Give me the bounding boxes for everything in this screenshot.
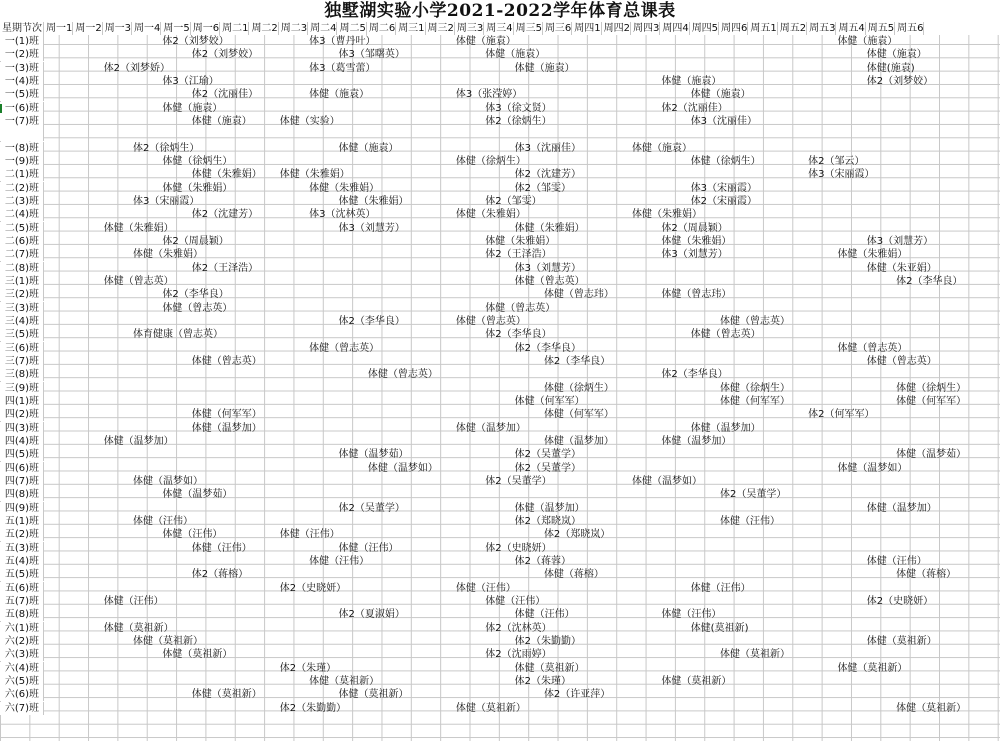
row-label[interactable]: 四(6)班 xyxy=(0,462,44,475)
schedule-cell[interactable]: 体健（温梦加） xyxy=(103,435,174,447)
schedule-cell[interactable]: 体健（曾志玮） xyxy=(543,289,614,301)
schedule-cell[interactable]: 体健（莫祖新） xyxy=(514,662,585,674)
row-label[interactable]: 一(1)班 xyxy=(0,35,44,48)
row-label[interactable]: 二(1)班 xyxy=(0,168,44,181)
schedule-cell[interactable]: 体2（吴董学） xyxy=(514,462,581,474)
row-label[interactable]: 五(7)班 xyxy=(0,595,44,608)
row-label[interactable]: 四(4)班 xyxy=(0,435,44,448)
row-label[interactable]: 四(7)班 xyxy=(0,475,44,488)
schedule-cell[interactable]: 体健（汪伟） xyxy=(514,609,575,621)
schedule-cell[interactable]: 体2（沈丽佳） xyxy=(191,89,259,101)
schedule-cell[interactable]: 体健（汪伟） xyxy=(661,609,722,621)
column-header[interactable]: 周五2 xyxy=(779,23,807,34)
schedule-cell[interactable]: 体健（施袁） xyxy=(632,142,692,154)
schedule-cell[interactable]: 体健（曾志英） xyxy=(367,369,438,381)
schedule-cell[interactable]: 体育健康（曾志英） xyxy=(133,329,224,341)
row-label[interactable]: 一(5)班 xyxy=(0,88,44,101)
row-label[interactable]: 六(6)班 xyxy=(0,688,44,701)
schedule-cell[interactable]: 体2（李华良） xyxy=(485,329,552,341)
row-label[interactable]: 三(7)班 xyxy=(0,355,44,368)
row-label[interactable]: 二(3)班 xyxy=(0,195,44,208)
row-label[interactable]: 二(6)班 xyxy=(0,235,44,248)
schedule-cell[interactable]: 体健（何军军） xyxy=(543,409,614,421)
schedule-cell[interactable]: 体健（朱亚娟） xyxy=(866,262,937,274)
column-header[interactable]: 周二2 xyxy=(251,23,278,34)
schedule-cell[interactable]: 体健（蒋榕） xyxy=(543,569,604,581)
selected-row-marker xyxy=(0,104,2,113)
schedule-cell[interactable]: 体3（曹丹叶） xyxy=(309,36,376,47)
schedule-cell[interactable]: 体健（曾志英） xyxy=(191,355,262,367)
schedule-cell[interactable]: 体健（温梦茹） xyxy=(896,449,967,461)
schedule-cell[interactable]: 体健（莫祖新） xyxy=(309,675,380,687)
schedule-cell[interactable]: 体3（刘慧芳） xyxy=(661,249,728,261)
schedule-cell[interactable]: 体2（沈建芳） xyxy=(191,209,259,221)
schedule-cell[interactable]: 体健（朱雅娟） xyxy=(514,222,585,234)
schedule-cell[interactable]: 体健（汪伟） xyxy=(690,582,751,594)
schedule-cell[interactable]: 体2（夏淑娟） xyxy=(338,609,405,621)
column-header[interactable]: 周一5 xyxy=(163,23,190,34)
schedule-cell[interactable]: 体2（李华良） xyxy=(661,369,728,381)
schedule-cell[interactable]: 体健（莫祖新） xyxy=(103,622,174,634)
schedule-cell[interactable]: 体健（汪伟） xyxy=(191,542,252,554)
schedule-cell[interactable]: 体健（曾志玮） xyxy=(661,289,732,301)
schedule-cell[interactable]: 体健（汪伟） xyxy=(866,555,927,567)
schedule-cell[interactable]: 体2（郑晓岚） xyxy=(543,529,611,541)
schedule-cell[interactable]: 体健（施袁） xyxy=(191,115,252,127)
schedule-cell[interactable]: 体健（徐炳生） xyxy=(543,382,614,394)
schedule-cell[interactable]: 体2（刘梦姣） xyxy=(191,49,259,61)
sheet-title: 独墅湖实验小学2021-2022学年体育总课表 xyxy=(0,0,1000,22)
schedule-cell[interactable]: 体健（徐炳生） xyxy=(896,382,967,394)
schedule-cell[interactable]: 体2（何军军） xyxy=(808,409,875,421)
column-header[interactable]: 周四4 xyxy=(662,23,689,34)
schedule-cell[interactable]: 体健（莫祖新） xyxy=(866,635,937,647)
schedule-cell[interactable]: 体健（朱雅娟） xyxy=(455,209,526,221)
schedule-cell[interactable]: 体2（蒋榕） xyxy=(191,569,249,581)
row-label[interactable]: 六(4)班 xyxy=(0,662,44,675)
schedule-cell[interactable]: 体2（周晨颖） xyxy=(661,222,728,234)
schedule-cell[interactable]: 体健（施袁） xyxy=(455,36,516,47)
column-header[interactable]: 周三2 xyxy=(427,23,454,34)
schedule-cell[interactable]: 体2（李华良） xyxy=(338,315,405,327)
schedule-cell[interactable]: 体2（刘梦姣） xyxy=(162,36,229,47)
row-label[interactable]: 六(1)班 xyxy=(0,622,44,635)
row-label[interactable]: 一(9)班 xyxy=(0,155,44,168)
schedule-cell[interactable]: 体健（温梦加） xyxy=(543,435,614,447)
row-label[interactable]: 三(9)班 xyxy=(0,382,44,395)
schedule-cell[interactable]: 体健（温梦加） xyxy=(455,422,526,434)
schedule-cell[interactable]: 体2（朱瑾） xyxy=(279,662,337,674)
schedule-cell[interactable]: 体2（沈雨婷） xyxy=(485,649,552,661)
schedule-cell[interactable]: 体健（温梦加） xyxy=(191,422,262,434)
schedule-cell[interactable]: 体3（葛雪蕾） xyxy=(309,62,376,74)
schedule-cell[interactable]: 体健（施袁） xyxy=(690,89,751,101)
column-header[interactable]: 周二4 xyxy=(310,23,337,34)
row-label[interactable]: 五(1)班 xyxy=(0,515,44,528)
schedule-cell[interactable]: 体健（朱雅娟） xyxy=(191,169,262,181)
schedule-cell[interactable]: 体2（沈建芳） xyxy=(514,169,581,181)
schedule-cell[interactable]: 体健（朱雅娟） xyxy=(837,249,908,261)
column-header[interactable]: 周四1 xyxy=(574,23,601,34)
schedule-cell[interactable]: 体健（温梦茹） xyxy=(162,489,233,501)
schedule-cell[interactable]: 体2（沈林英） xyxy=(485,622,552,634)
schedule-cell[interactable]: 体健（曾志英） xyxy=(485,302,556,314)
schedule-cell[interactable]: 体2（吴董学） xyxy=(514,449,581,461)
schedule-cell[interactable]: 体2（王泽浩） xyxy=(191,262,259,274)
schedule-cell[interactable]: 体健（施袁） xyxy=(162,102,223,114)
schedule-cell[interactable]: 体健（施袁） xyxy=(485,49,546,61)
schedule-cell[interactable]: 体3（刘慧芳） xyxy=(514,262,581,274)
column-header[interactable]: 周三5 xyxy=(515,23,542,34)
schedule-cell[interactable]: 体3（宋丽霞） xyxy=(808,169,875,181)
schedule-cell[interactable]: 体健（何军军） xyxy=(191,409,262,421)
row-label[interactable]: 五(6)班 xyxy=(0,582,44,595)
row-label[interactable]: 三(6)班 xyxy=(0,342,44,355)
row-label[interactable]: 三(1)班 xyxy=(0,275,44,288)
column-header[interactable]: 周三6 xyxy=(544,23,572,34)
schedule-cell[interactable]: 体2（徐炳生） xyxy=(485,115,552,127)
schedule-cell[interactable]: 体健（曾志英） xyxy=(690,329,761,341)
row-label[interactable]: 三(8)班 xyxy=(0,368,44,381)
schedule-cell[interactable]: 体2（沈丽佳） xyxy=(661,102,728,114)
schedule-cell[interactable]: 体健（曾志英） xyxy=(837,342,908,354)
schedule-cell[interactable]: 体健(莫祖新) xyxy=(690,622,749,634)
schedule-cell[interactable]: 体3（宋丽霞） xyxy=(690,182,758,194)
row-label[interactable]: 四(1)班 xyxy=(0,395,44,408)
schedule-cell[interactable]: 体健（施袁） xyxy=(338,142,399,154)
column-header[interactable]: 周三1 xyxy=(398,23,425,34)
row-label[interactable]: 一(3)班 xyxy=(0,62,44,75)
schedule-cell[interactable]: 体健（曾志英） xyxy=(309,342,380,354)
schedule-cell[interactable]: 体健（汪伟） xyxy=(279,529,340,541)
schedule-cell[interactable]: 体健（蒋榕） xyxy=(896,569,957,581)
row-label[interactable]: 一(6)班 xyxy=(0,102,44,115)
column-header[interactable]: 周三4 xyxy=(486,23,513,34)
schedule-cell[interactable]: 体健（何军军） xyxy=(514,395,585,407)
schedule-cell[interactable]: 体2（史晓妍） xyxy=(866,595,934,607)
schedule-cell[interactable]: 体健（徐炳生） xyxy=(690,155,761,167)
schedule-cell[interactable]: 体健（莫祖新） xyxy=(720,649,791,661)
schedule-cell[interactable]: 体健（施袁） xyxy=(866,49,927,61)
row-label[interactable]: 四(8)班 xyxy=(0,488,44,501)
schedule-cell[interactable]: 体健（朱雅娟） xyxy=(485,235,556,247)
schedule-cell[interactable]: 体健（朱雅娟） xyxy=(309,182,380,194)
row-label[interactable]: 五(2)班 xyxy=(0,528,44,541)
schedule-cell[interactable]: 体3（刘慧芳） xyxy=(866,235,934,247)
schedule-cell[interactable]: 体3（刘慧芳） xyxy=(338,222,405,234)
schedule-cell[interactable]: 体2（李华良） xyxy=(162,289,229,301)
column-header[interactable]: 周五3 xyxy=(809,23,836,34)
schedule-cell[interactable]: 体健（曾志英） xyxy=(720,315,791,327)
column-header[interactable]: 周五4 xyxy=(838,23,865,34)
schedule-cell[interactable]: 体2（吴董学） xyxy=(720,489,787,501)
row-label[interactable]: 一(8)班 xyxy=(0,142,44,155)
schedule-cell[interactable]: 体健（何军军） xyxy=(896,395,967,407)
schedule-cell[interactable]: 体健（曾志英） xyxy=(455,315,526,327)
schedule-cell[interactable]: 体健（何军军） xyxy=(720,395,791,407)
schedule-cell[interactable]: 体健（温梦加） xyxy=(661,435,732,447)
column-header[interactable]: 周一2 xyxy=(75,23,102,34)
column-header[interactable]: 周一3 xyxy=(104,23,132,34)
column-header[interactable]: 周五5 xyxy=(867,23,895,34)
row-label[interactable]: 二(2)班 xyxy=(0,182,44,195)
schedule-cell[interactable]: 体3（沈丽佳） xyxy=(690,115,758,127)
column-header-row xyxy=(0,22,1000,35)
schedule-cell[interactable]: 体健（曾志英） xyxy=(103,275,174,287)
schedule-cell[interactable]: 体健（温梦如） xyxy=(632,475,702,487)
schedule-cell[interactable]: 体3（沈林英） xyxy=(309,209,376,221)
schedule-cell[interactable]: 体健（汪伟） xyxy=(103,595,164,607)
schedule-cell[interactable]: 体健（莫祖新） xyxy=(191,689,262,701)
schedule-cell[interactable]: 体健（温梦如） xyxy=(837,462,908,474)
schedule-cell[interactable]: 体健（莫祖新） xyxy=(162,649,233,661)
column-header[interactable]: 周二1 xyxy=(222,23,249,34)
row-label[interactable]: 二(4)班 xyxy=(0,208,44,221)
schedule-cell[interactable]: 体2（李华良） xyxy=(514,342,581,354)
row-label[interactable]: 二(8)班 xyxy=(0,262,44,275)
schedule-cell[interactable]: 体健（曾志英） xyxy=(514,275,585,287)
schedule-cell[interactable]: 体2（吴董学） xyxy=(338,502,405,514)
schedule-cell[interactable]: 体健（莫祖新） xyxy=(837,662,908,674)
schedule-cell[interactable]: 体健（温梦加） xyxy=(514,502,585,514)
row-label[interactable]: 四(5)班 xyxy=(0,448,44,461)
schedule-cell[interactable]: 体2（郑晓岚） xyxy=(514,515,581,527)
schedule-cell[interactable]: 体健（施袁） xyxy=(514,62,575,74)
schedule-cell[interactable]: 体健（徐炳生） xyxy=(455,155,526,167)
column-header[interactable]: 周四2 xyxy=(603,23,631,34)
schedule-cell[interactable]: 体健（温梦如） xyxy=(367,462,438,474)
schedule-cell[interactable]: 体健（莫祖新） xyxy=(896,702,967,714)
schedule-cell[interactable]: 体2（刘梦姣） xyxy=(866,75,934,87)
schedule-cell[interactable]: 体健（汪伟） xyxy=(309,555,370,567)
column-header[interactable]: 周三3 xyxy=(456,23,484,34)
row-label[interactable]: 三(4)班 xyxy=(0,315,44,328)
schedule-cell[interactable]: 体健（朱雅娟） xyxy=(162,182,233,194)
schedule-cell[interactable]: 体2（周晨颖） xyxy=(162,235,229,247)
schedule-cell[interactable]: 体2（蒋蓉） xyxy=(514,555,571,567)
schedule-cell[interactable]: 体2（许亚萍） xyxy=(543,689,611,701)
column-header[interactable]: 周二6 xyxy=(368,23,396,34)
row-label[interactable]: 五(4)班 xyxy=(0,555,44,568)
schedule-cell[interactable]: 体2（宋丽霞） xyxy=(690,195,758,207)
schedule-cell[interactable]: 体2（李华良） xyxy=(543,355,611,367)
row-label[interactable]: 三(3)班 xyxy=(0,302,44,315)
schedule-cell[interactable]: 体2（王泽浩） xyxy=(485,249,552,261)
row-label[interactable]: 一(4)班 xyxy=(0,75,44,88)
schedule-cell[interactable]: 体健（曾志英） xyxy=(162,302,233,314)
schedule-cell[interactable]: 体健（温梦茹） xyxy=(338,449,409,461)
schedule-cell[interactable]: 体健（施袁） xyxy=(309,89,370,101)
schedule-cell[interactable]: 体3（宋丽霞） xyxy=(133,195,200,207)
schedule-cell[interactable]: 体健（朱雅娟） xyxy=(103,222,174,234)
row-label[interactable] xyxy=(0,128,44,141)
column-header[interactable]: 周一1 xyxy=(46,23,73,34)
schedule-cell[interactable]: 体健（汪伟） xyxy=(162,529,223,541)
row-label[interactable]: 五(3)班 xyxy=(0,542,44,555)
row-label[interactable]: 三(5)班 xyxy=(0,328,44,341)
schedule-cell[interactable]: 体健（曾志英） xyxy=(866,355,937,367)
schedule-cell[interactable]: 体健（朱雅娟） xyxy=(661,235,732,247)
column-header[interactable]: 周二3 xyxy=(280,23,308,34)
schedule-cell[interactable]: 体健（汪伟） xyxy=(338,542,399,554)
row-label[interactable]: 一(2)班 xyxy=(0,48,44,61)
schedule-cell[interactable]: 体健(施袁) xyxy=(866,62,915,74)
row-label[interactable]: 五(5)班 xyxy=(0,568,44,581)
schedule-cell[interactable]: 体健（莫祖新） xyxy=(338,689,409,701)
schedule-cell[interactable]: 体健（徐炳生） xyxy=(720,382,791,394)
schedule-cell[interactable]: 体3（江瑜） xyxy=(162,75,219,87)
schedule-cell[interactable]: 体3（邹曙英） xyxy=(338,49,405,61)
row-label[interactable]: 四(2)班 xyxy=(0,408,44,421)
row-label[interactable]: 六(7)班 xyxy=(0,702,44,715)
schedule-cell[interactable]: 体健（朱雅娟） xyxy=(632,209,702,221)
schedule-cell[interactable]: 体健（汪伟） xyxy=(485,595,546,607)
row-label[interactable]: 六(2)班 xyxy=(0,635,44,648)
schedule-cell[interactable]: 体2（朱瑾） xyxy=(514,675,571,687)
schedule-cell[interactable]: 体健（施袁） xyxy=(837,36,898,47)
schedule-cell[interactable]: 体2（邹云） xyxy=(808,155,865,167)
schedule-cell[interactable]: 体3（徐文贤） xyxy=(485,102,552,114)
schedule-cell[interactable]: 体健（实验） xyxy=(279,115,340,127)
row-label[interactable]: 六(3)班 xyxy=(0,648,44,661)
schedule-cell[interactable]: 体健（徐炳生） xyxy=(162,155,233,167)
column-header[interactable]: 周二5 xyxy=(339,23,366,34)
column-header[interactable]: 周五6 xyxy=(897,23,924,34)
schedule-cell[interactable]: 体健（温梦加） xyxy=(690,422,761,434)
column-header[interactable]: 周一4 xyxy=(134,23,161,34)
row-label[interactable]: 四(3)班 xyxy=(0,422,44,435)
column-header[interactable]: 周四6 xyxy=(721,23,748,34)
schedule-cell[interactable]: 体健（莫祖新） xyxy=(661,675,732,687)
schedule-cell[interactable]: 体2（朱勤勤） xyxy=(279,702,347,714)
row-label[interactable]: 二(7)班 xyxy=(0,248,44,261)
schedule-cell[interactable]: 体健（汪伟） xyxy=(455,582,516,594)
row-label[interactable]: 四(9)班 xyxy=(0,502,44,515)
column-header[interactable]: 周四5 xyxy=(691,23,719,34)
row-label[interactable]: 六(5)班 xyxy=(0,675,44,688)
schedule-cell[interactable]: 体健（莫祖新） xyxy=(133,635,204,647)
schedule-cell[interactable]: 体健（温梦加） xyxy=(866,502,937,514)
schedule-cell[interactable]: 体健（朱雅娟） xyxy=(338,195,409,207)
schedule-cell[interactable]: 体2（李华良） xyxy=(896,275,963,287)
schedule-cell[interactable]: 体健（朱雅娟） xyxy=(279,169,350,181)
schedule-cell[interactable]: 体2（朱勤勤） xyxy=(514,635,581,647)
header-corner[interactable]: 星期节次 xyxy=(2,23,42,34)
schedule-cell[interactable]: 体2（史晓妍） xyxy=(279,582,347,594)
schedule-cell[interactable]: 体3（沈丽佳） xyxy=(514,142,581,154)
column-header[interactable]: 周五1 xyxy=(750,23,777,34)
schedule-cell[interactable]: 体2（徐炳生） xyxy=(133,142,200,154)
row-label[interactable]: 一(7)班 xyxy=(0,115,44,128)
schedule-cell[interactable]: 体健（施袁） xyxy=(661,75,722,87)
schedule-cell[interactable]: 体2（史晓妍） xyxy=(485,542,552,554)
schedule-cell[interactable]: 体健（莫祖新） xyxy=(455,702,526,714)
schedule-cell[interactable]: 体2（刘梦娇） xyxy=(103,62,171,74)
row-label[interactable]: 二(5)班 xyxy=(0,222,44,235)
schedule-cell[interactable]: 体2（邹雯） xyxy=(485,195,542,207)
column-header[interactable]: 周一6 xyxy=(192,23,220,34)
schedule-cell[interactable]: 体健（汪伟） xyxy=(133,515,194,527)
schedule-cell[interactable]: 体健（汪伟） xyxy=(720,515,781,527)
column-header[interactable]: 周四3 xyxy=(633,23,660,34)
schedule-cell[interactable]: 体健（温梦如） xyxy=(133,475,204,487)
row-label[interactable]: 三(2)班 xyxy=(0,288,44,301)
schedule-cell[interactable]: 体3（张滢婷） xyxy=(455,89,523,101)
row-label[interactable]: 五(8)班 xyxy=(0,608,44,621)
schedule-cell[interactable]: 体2（邹雯） xyxy=(514,182,571,194)
schedule-cell[interactable]: 体2（吴董学） xyxy=(485,475,552,487)
schedule-cell[interactable]: 体健（朱雅娟） xyxy=(133,249,204,261)
